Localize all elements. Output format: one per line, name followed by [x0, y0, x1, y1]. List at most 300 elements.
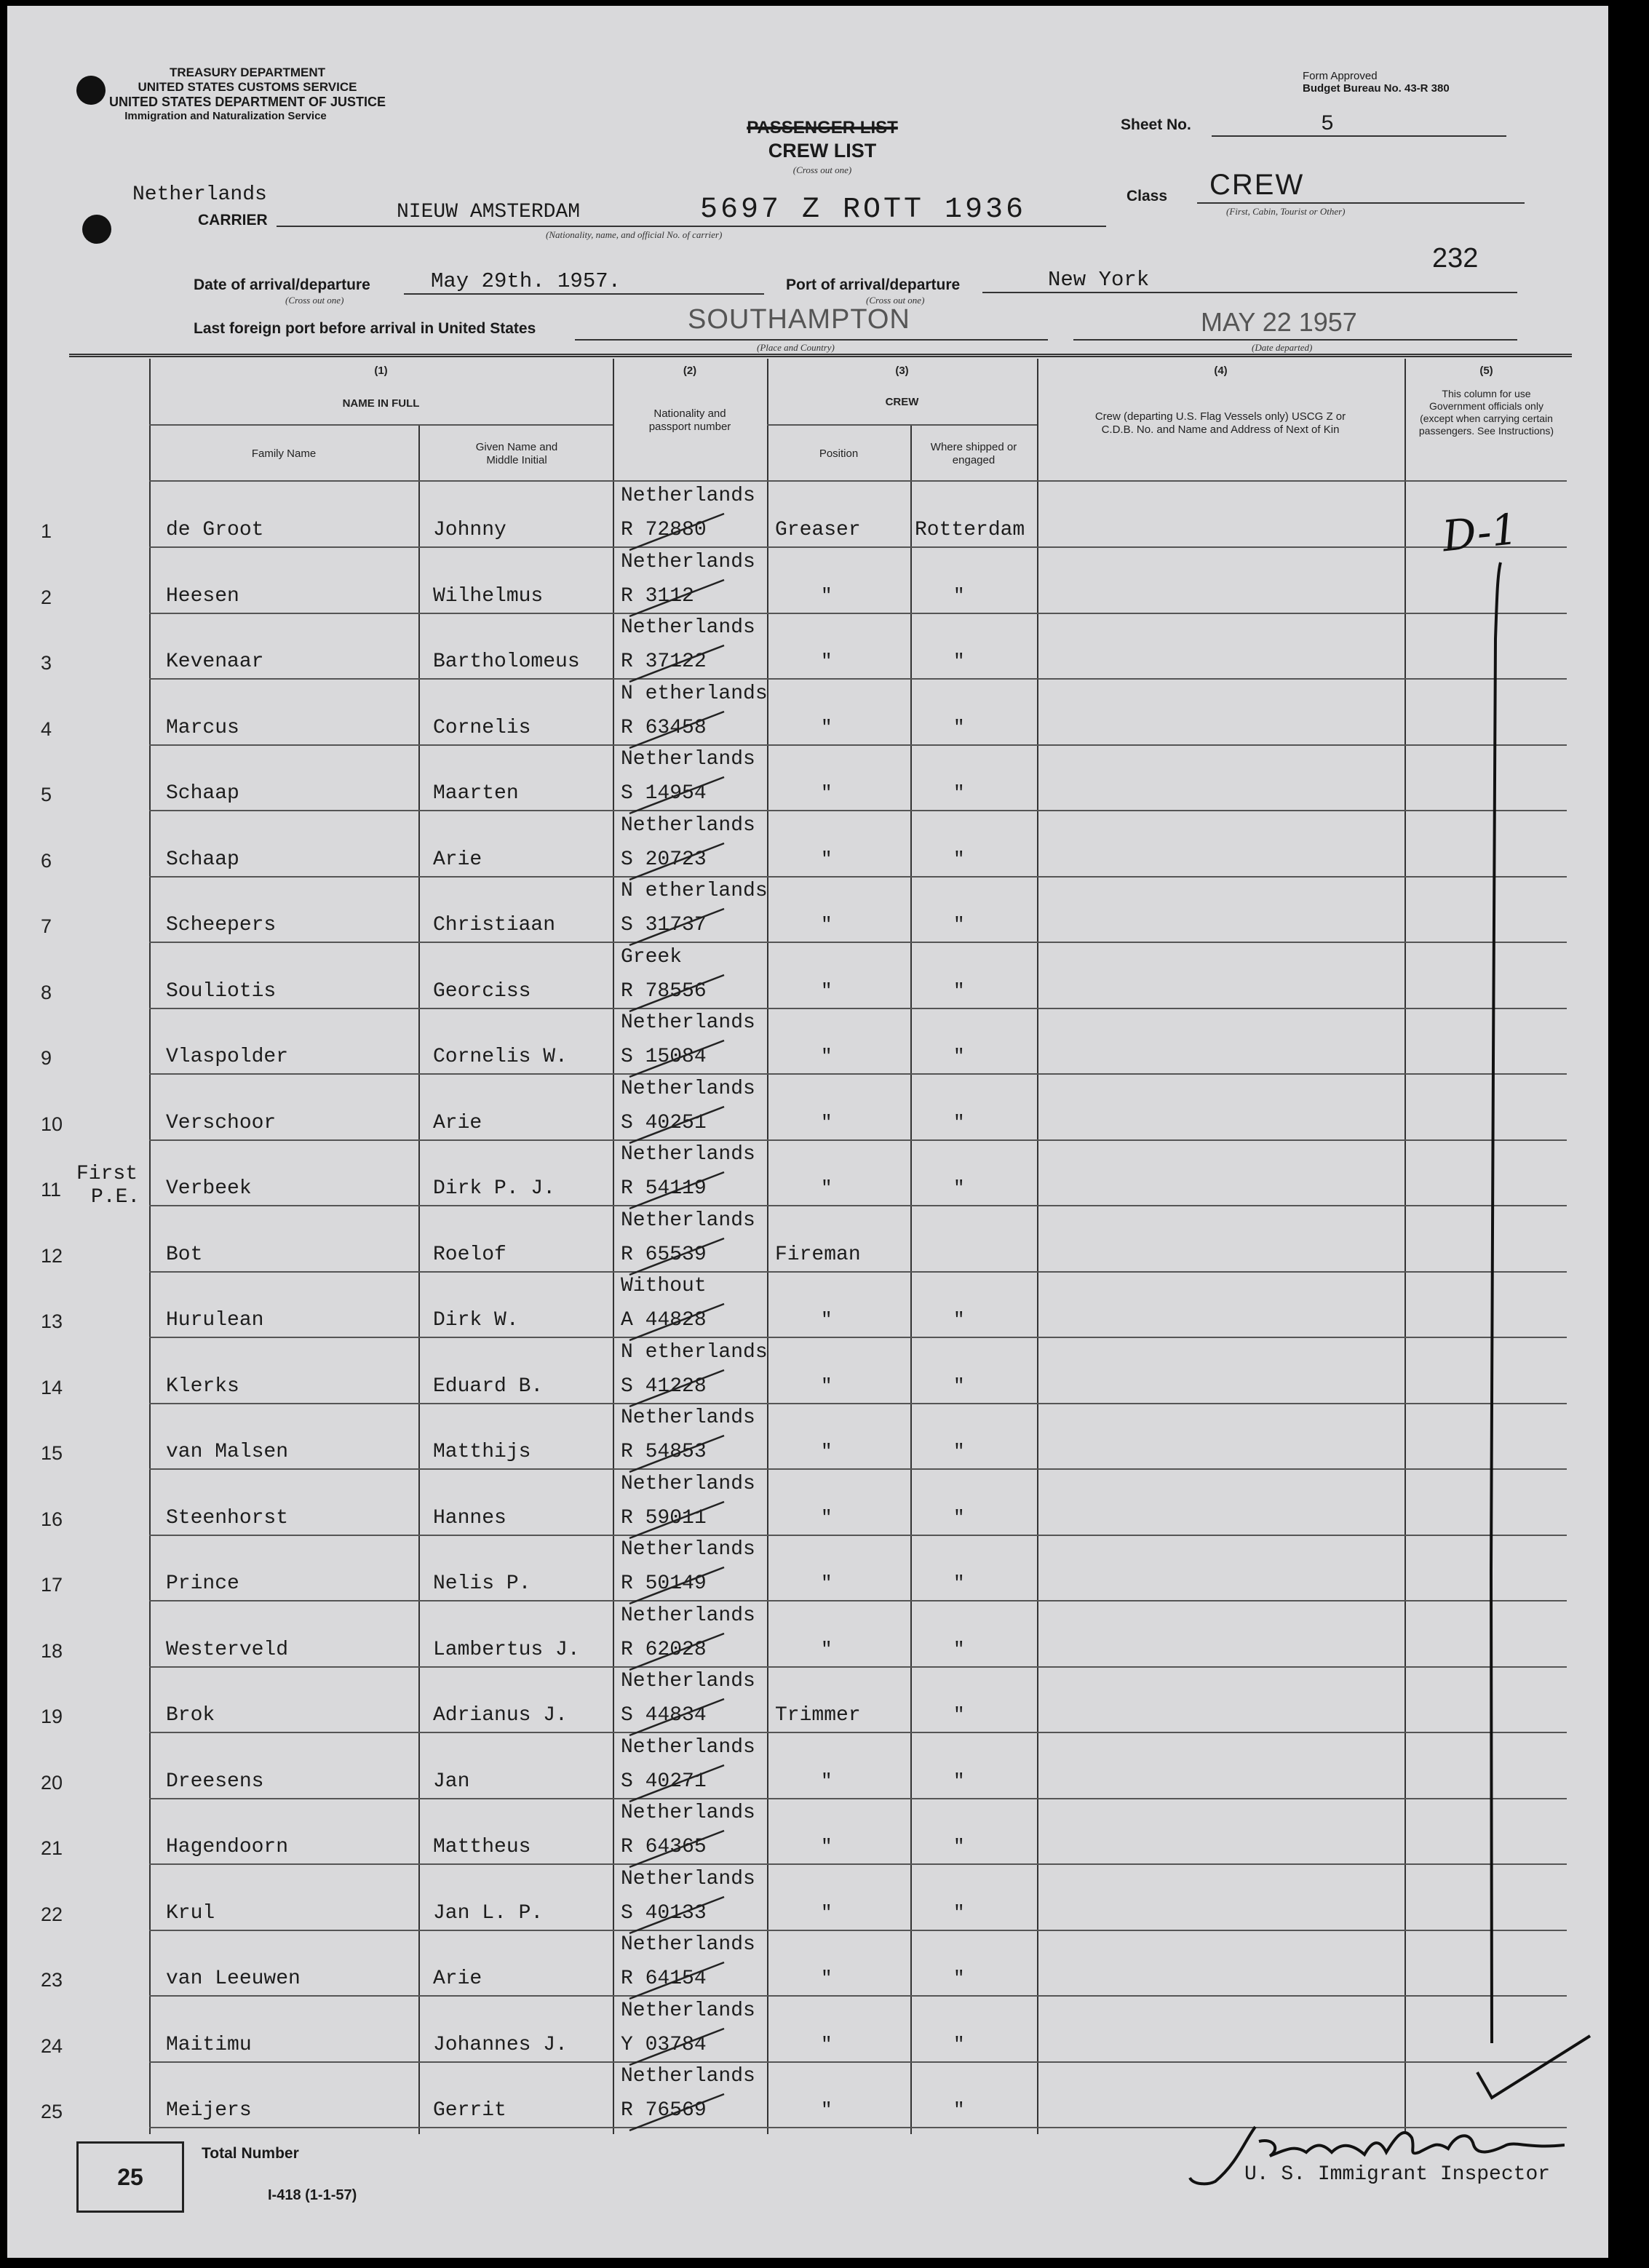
family-name: Krul — [166, 1902, 215, 1925]
row-rule — [149, 678, 1567, 680]
nationality: Netherlands — [621, 1406, 755, 1429]
given-name: Dirk P. J. — [433, 1177, 556, 1200]
nationality: Netherlands — [621, 814, 755, 837]
row-rule — [149, 2061, 1567, 2063]
sheet-label: Sheet No. — [1121, 116, 1191, 133]
crew-position: " — [821, 1441, 833, 1463]
date-departed: MAY 22 1957 — [1201, 307, 1357, 337]
col-left-border — [149, 359, 151, 2134]
where-shipped: " — [953, 1441, 965, 1463]
last-port-value: SOUTHAMPTON — [688, 304, 910, 335]
given-name: Lambertus J. — [433, 1639, 580, 1661]
crew-position: " — [821, 650, 833, 672]
nationality: Netherlands — [621, 1670, 755, 1692]
date-underline — [404, 293, 764, 295]
nationality: Netherlands — [621, 1473, 755, 1495]
crew-position: " — [821, 914, 833, 936]
port-label: Port of arrival/departure — [786, 276, 961, 293]
where-shipped: " — [953, 1704, 965, 1726]
crew-position: " — [821, 1046, 833, 1067]
where-shipped: " — [953, 1902, 965, 1924]
given-name: Johannes J. — [433, 2034, 568, 2056]
row-number: 21 — [41, 1837, 63, 1859]
given-name: Georciss — [433, 980, 531, 1003]
inspector-tick — [626, 708, 728, 752]
family-name: van Malsen — [166, 1441, 289, 1463]
family-name: Souliotis — [166, 980, 277, 1003]
row-rule — [149, 1995, 1567, 1997]
crew-position: " — [821, 1770, 833, 1792]
passport-number: R 54853 — [621, 1441, 707, 1463]
given-name: Nelis P. — [433, 1572, 531, 1595]
punch-hole-middle — [82, 215, 111, 244]
family-name: Prince — [166, 1572, 239, 1595]
nationality: Netherlands — [621, 551, 755, 573]
family-name: Verschoor — [166, 1112, 277, 1134]
col1-title: NAME IN FULL — [342, 397, 420, 410]
crew-position: " — [821, 1112, 833, 1134]
where-shipped: " — [953, 848, 965, 870]
nationality: Greek — [621, 946, 683, 968]
crew-position: " — [821, 1375, 833, 1397]
where-shipped: " — [953, 1967, 965, 1989]
row-number: 1 — [41, 520, 52, 542]
family-name: de Groot — [166, 519, 264, 541]
row-rule — [149, 1863, 1567, 1865]
passport-number: R 72880 — [621, 519, 707, 541]
inspector-tick — [626, 1300, 728, 1344]
class-caption: (First, Cabin, Tourist or Other) — [1226, 206, 1346, 217]
given-name: Hannes — [433, 1507, 506, 1529]
agency-line-justice: UNITED STATES DEPARTMENT OF JUSTICE — [108, 95, 386, 109]
row-number: 14 — [41, 1377, 63, 1398]
inspector-tick — [626, 1564, 728, 1607]
where-shipped: " — [953, 585, 965, 607]
family-name: Schaap — [166, 782, 239, 805]
inspector-tick — [626, 1037, 728, 1081]
port-cross-caption: (Cross out one) — [866, 295, 925, 306]
where-shipped: " — [953, 980, 965, 1002]
where-shipped-header: Where shipped or engaged — [930, 441, 1017, 466]
inspector-tick — [626, 2090, 728, 2134]
col3-number: (3) — [895, 365, 909, 377]
margin-note — [76, 1163, 140, 1209]
row-number: 19 — [41, 1706, 63, 1727]
col5-title: This column for use Government officials only (except when carrying certain passengers. See Instructions) — [1418, 388, 1554, 437]
where-shipped: " — [953, 1507, 965, 1529]
passport-number: S 44834 — [621, 1704, 707, 1727]
given-name: Wilhelmus — [433, 585, 544, 608]
last-port-label: Last foreign port before arrival in United States — [194, 320, 536, 337]
family-name-header: Family Name — [251, 447, 317, 460]
budget-bureau-number: Budget Bureau No. 43-R 380 — [1303, 82, 1450, 95]
row-rule — [149, 1666, 1567, 1668]
crew-position: " — [821, 1309, 833, 1331]
row-rule — [149, 1073, 1567, 1075]
family-name: Klerks — [166, 1375, 239, 1398]
col4-number: (4) — [1214, 365, 1228, 377]
where-shipped: " — [953, 2034, 965, 2056]
nationality: Without — [621, 1275, 707, 1297]
row-rule — [149, 1271, 1567, 1273]
row-number: 7 — [41, 915, 52, 937]
nationality: Netherlands — [621, 1078, 755, 1100]
family-name: Marcus — [166, 717, 239, 739]
row-rule — [149, 876, 1567, 878]
given-name: Arie — [433, 1112, 482, 1134]
passport-number: R 62028 — [621, 1639, 707, 1661]
row-number: 3 — [41, 652, 52, 674]
row-rule — [149, 1930, 1567, 1931]
crew-position: " — [821, 1902, 833, 1924]
date-label: Date of arrival/departure — [194, 276, 370, 293]
where-shipped: " — [953, 1177, 965, 1199]
row-rule — [149, 613, 1567, 614]
official-mark: D-1 — [1439, 504, 1521, 562]
family-name: Maitimu — [166, 2034, 252, 2056]
row-rule — [149, 1600, 1567, 1601]
given-name: Gerrit — [433, 2099, 506, 2122]
crew-position: " — [821, 585, 833, 607]
inspector-tick — [626, 1169, 728, 1212]
row-number: 16 — [41, 1508, 63, 1530]
inspector-title: U. S. Immigrant Inspector — [1244, 2163, 1551, 2186]
crew-position: " — [821, 1967, 833, 1989]
row-rule — [149, 1798, 1567, 1799]
family-name: Brok — [166, 1704, 215, 1727]
passport-number: R 63458 — [621, 717, 707, 739]
carrier-caption: (Nationality, name, and official No. of carrier) — [546, 229, 723, 240]
inspector-tick — [626, 1103, 728, 1147]
stamp-number: 232 — [1432, 243, 1479, 274]
col4-title: Crew (departing U.S. Flag Vessels only) USCG Z or C.D.B. No. and Name and Address of Next of Kin — [1094, 410, 1346, 436]
col-divider-given — [418, 424, 420, 2134]
margin-note-first: First — [76, 1163, 138, 1185]
crew-position: " — [821, 717, 833, 739]
row-number: 10 — [41, 1113, 63, 1135]
family-name: Vlaspolder — [166, 1046, 289, 1068]
last-port-underline — [575, 339, 1048, 341]
row-number: 23 — [41, 1969, 63, 1991]
margin-note-pe: P.E. — [91, 1186, 140, 1209]
where-shipped: " — [953, 1112, 965, 1134]
col2-number: (2) — [683, 365, 697, 377]
inspector-tick — [626, 510, 728, 554]
subheader-rule-crew — [767, 424, 1037, 426]
agency-line-ins: Immigration and Naturalization Service — [124, 110, 327, 122]
agency-line-customs: UNITED STATES CUSTOMS SERVICE — [138, 80, 357, 94]
col3-title: CREW — [885, 396, 919, 408]
nationality: Netherlands — [621, 1736, 755, 1759]
where-shipped: " — [953, 1309, 965, 1331]
where-shipped: " — [953, 1572, 965, 1594]
nationality: Netherlands — [621, 1143, 755, 1166]
family-name: Steenhorst — [166, 1507, 289, 1529]
row-number: 13 — [41, 1310, 63, 1332]
nationality: Netherlands — [621, 2065, 755, 2088]
row-rule — [149, 1535, 1567, 1536]
passport-number: R 76569 — [621, 2099, 707, 2122]
passport-number: R 54119 — [621, 1177, 707, 1200]
nationality: Netherlands — [621, 1011, 755, 1034]
passport-number: S 14954 — [621, 782, 707, 805]
row-number: 20 — [41, 1772, 63, 1794]
given-name: Cornelis — [433, 717, 531, 739]
col5-number: (5) — [1479, 365, 1493, 377]
passport-number: S 20723 — [621, 848, 707, 871]
given-name: Arie — [433, 848, 482, 871]
passport-number: S 15084 — [621, 1046, 707, 1068]
table-top-rule — [69, 354, 1572, 357]
where-shipped: " — [953, 782, 965, 804]
where-shipped: " — [953, 1770, 965, 1792]
row-number: 25 — [41, 2101, 63, 2122]
crew-position: Greaser — [775, 519, 861, 541]
passport-number: R 64365 — [621, 1836, 707, 1858]
form-approved — [1303, 70, 1450, 95]
nationality: Netherlands — [621, 1604, 755, 1627]
row-number: 5 — [41, 784, 52, 805]
row-number: 22 — [41, 1903, 63, 1925]
where-shipped: " — [953, 914, 965, 936]
row-rule — [149, 1468, 1567, 1470]
given-name: Matthijs — [433, 1441, 531, 1463]
row-number: 8 — [41, 982, 52, 1003]
family-name: van Leeuwen — [166, 1967, 301, 1990]
crew-position: " — [821, 2034, 833, 2056]
family-name: Bot — [166, 1244, 203, 1266]
row-number: 9 — [41, 1047, 52, 1069]
inspector-tick — [626, 1827, 728, 1871]
given-name: Roelof — [433, 1244, 506, 1266]
row-number: 2 — [41, 586, 52, 608]
total-label: Total Number — [202, 2145, 299, 2162]
family-name: Meijers — [166, 2099, 252, 2122]
class-value: CREW — [1209, 169, 1305, 201]
given-name: Christiaan — [433, 914, 556, 936]
where-shipped: " — [953, 1836, 965, 1858]
row-rule — [149, 810, 1567, 811]
row-rule — [149, 942, 1567, 943]
family-name: Westerveld — [166, 1639, 289, 1661]
nationality: Netherlands — [621, 1209, 755, 1232]
row-rule — [149, 1205, 1567, 1206]
passport-number: R 37122 — [621, 650, 707, 673]
row-number: 4 — [41, 718, 52, 740]
row-number: 18 — [41, 1640, 63, 1662]
crew-position: Trimmer — [775, 1704, 861, 1727]
passport-number: Y 03784 — [621, 2034, 707, 2056]
class-underline — [1197, 202, 1525, 204]
passport-number: R 3112 — [621, 585, 694, 608]
family-name: Heesen — [166, 585, 239, 608]
nationality: Netherlands — [621, 748, 755, 771]
crew-position: " — [821, 1177, 833, 1199]
nationality: Netherlands — [621, 1538, 755, 1561]
inspector-tick — [626, 1630, 728, 1674]
crew-position: " — [821, 1572, 833, 1594]
family-name: Dreesens — [166, 1770, 264, 1793]
carrier-official-number: 5697 Z ROTT 1936 — [700, 194, 1027, 226]
official-bracket-line — [1455, 552, 1608, 2109]
inspector-tick — [626, 1432, 728, 1476]
inspector-tick — [626, 2025, 728, 2069]
date-departed-caption: (Date departed) — [1252, 342, 1313, 353]
given-name-header: Given Name and Middle Initial — [475, 441, 558, 466]
col2-title: Nationality and passport number — [648, 407, 731, 433]
family-name: Scheepers — [166, 914, 277, 936]
family-name: Schaap — [166, 848, 239, 871]
check-mark-icon — [1477, 2036, 1590, 2098]
row-number: 24 — [41, 2035, 63, 2057]
row-number: 11 — [41, 1179, 62, 1201]
total-count: 25 — [117, 2164, 143, 2190]
crew-position: " — [821, 782, 833, 804]
given-name: Bartholomeus — [433, 650, 580, 673]
total-box — [76, 2141, 184, 2213]
col-divider-where — [910, 424, 912, 2134]
crew-position: " — [821, 2099, 833, 2121]
date-departed-underline — [1073, 339, 1517, 341]
carrier-label: CARRIER — [198, 212, 268, 228]
row-rule — [149, 1403, 1567, 1404]
inspector-tick — [626, 905, 728, 949]
given-name: Mattheus — [433, 1836, 531, 1858]
place-caption: (Place and Country) — [757, 342, 835, 353]
class-label: Class — [1127, 188, 1168, 204]
inspector-tick — [626, 1366, 728, 1410]
agency-header — [95, 65, 400, 124]
carrier-nationality: Netherlands — [132, 183, 267, 206]
passport-number: R 59011 — [621, 1507, 707, 1529]
inspector-tick — [626, 971, 728, 1015]
family-name: Kevenaar — [166, 650, 264, 673]
col-divider-kin — [1037, 359, 1038, 2134]
passport-number: R 50149 — [621, 1572, 707, 1595]
given-name: Dirk W. — [433, 1309, 519, 1332]
inspector-tick — [626, 773, 728, 817]
date-cross-caption: (Cross out one) — [285, 295, 344, 306]
crew-position: Fireman — [775, 1244, 861, 1266]
given-name: Cornelis W. — [433, 1046, 568, 1068]
crew-position: " — [821, 980, 833, 1002]
port-underline — [982, 292, 1517, 293]
where-shipped: " — [953, 650, 965, 672]
row-rule — [149, 546, 1567, 548]
given-name: Johnny — [433, 519, 506, 541]
nationality: Netherlands — [621, 616, 755, 639]
passenger-list-struck — [724, 118, 921, 138]
family-name: Hurulean — [166, 1309, 264, 1332]
row-number: 15 — [41, 1442, 63, 1464]
crew-list-document — [7, 6, 1608, 2258]
nationality: Netherlands — [621, 1868, 755, 1890]
passport-number: S 31737 — [621, 914, 707, 936]
family-name: Verbeek — [166, 1177, 252, 1200]
agency-line-treasury: TREASURY DEPARTMENT — [169, 65, 326, 79]
position-header: Position — [819, 447, 859, 460]
list-type: CREW LIST — [768, 140, 877, 162]
col-divider-crew — [767, 359, 768, 2134]
row-rule — [149, 1139, 1567, 1141]
row-number: 6 — [41, 850, 52, 872]
subheader-rule-name — [149, 424, 613, 426]
carrier-name: NIEUW AMSTERDAM — [397, 201, 581, 223]
passport-number: R 78556 — [621, 980, 707, 1003]
passport-number: R 64154 — [621, 1967, 707, 1990]
nationality: Netherlands — [621, 1933, 755, 1956]
row-rule — [149, 1008, 1567, 1009]
col1-number: (1) — [374, 365, 388, 377]
row-rule — [149, 744, 1567, 746]
given-name: Maarten — [433, 782, 519, 805]
crew-position: " — [821, 1836, 833, 1858]
family-name: Hagendoorn — [166, 1836, 289, 1858]
where-shipped: " — [953, 1046, 965, 1067]
port-value: New York — [1048, 268, 1150, 292]
passport-number: S 40251 — [621, 1112, 707, 1134]
inspector-tick — [626, 1235, 728, 1278]
sheet-number: 5 — [1321, 112, 1335, 137]
passport-number: R 65539 — [621, 1244, 707, 1266]
inspector-tick — [626, 1498, 728, 1542]
sheet-underline — [1212, 135, 1506, 137]
passport-number: A 44828 — [621, 1309, 707, 1332]
nationality: Netherlands — [621, 1802, 755, 1824]
header-bottom-rule — [149, 480, 1567, 482]
cross-out-caption: (Cross out one) — [792, 164, 852, 175]
inspector-tick — [626, 1893, 728, 1937]
row-rule — [149, 1732, 1567, 1733]
crew-position: " — [821, 1507, 833, 1529]
given-name: Arie — [433, 1967, 482, 1990]
col-divider-official — [1404, 359, 1406, 2134]
row-number: 12 — [41, 1245, 63, 1267]
passport-number: S 41228 — [621, 1375, 707, 1398]
inspector-tick — [626, 840, 728, 883]
where-shipped: Rotterdam — [915, 519, 1025, 541]
col-divider-nationality — [613, 359, 614, 2134]
nationality: N etherlands — [621, 1341, 768, 1364]
nationality: Netherlands — [621, 2000, 755, 2022]
inspector-tick — [626, 1762, 728, 1805]
given-name: Jan — [433, 1770, 470, 1793]
date-value: May 29th. 1957. — [431, 269, 621, 293]
given-name: Jan L. P. — [433, 1902, 544, 1925]
given-name: Adrianus J. — [433, 1704, 568, 1727]
inspector-tick — [626, 642, 728, 685]
where-shipped: " — [953, 717, 965, 739]
where-shipped: " — [953, 1375, 965, 1397]
where-shipped: " — [953, 1639, 965, 1660]
nationality: N etherlands — [621, 683, 768, 705]
form-approved-label: Form Approved — [1303, 70, 1378, 82]
crew-position: " — [821, 1639, 833, 1660]
inspector-tick — [626, 576, 728, 620]
where-shipped: " — [953, 2099, 965, 2121]
passport-number: S 40271 — [621, 1770, 707, 1793]
given-name: Eduard B. — [433, 1375, 544, 1398]
crew-position: " — [821, 848, 833, 870]
nationality: N etherlands — [621, 880, 768, 902]
nationality: Netherlands — [621, 485, 755, 507]
row-number: 17 — [41, 1574, 63, 1596]
passenger-list-text: PASSENGER LIST — [747, 118, 898, 138]
inspector-tick — [626, 1695, 728, 1739]
row-rule — [149, 1337, 1567, 1338]
form-number: I-418 (1-1-57) — [268, 2187, 357, 2203]
passport-number: S 40133 — [621, 1902, 707, 1925]
